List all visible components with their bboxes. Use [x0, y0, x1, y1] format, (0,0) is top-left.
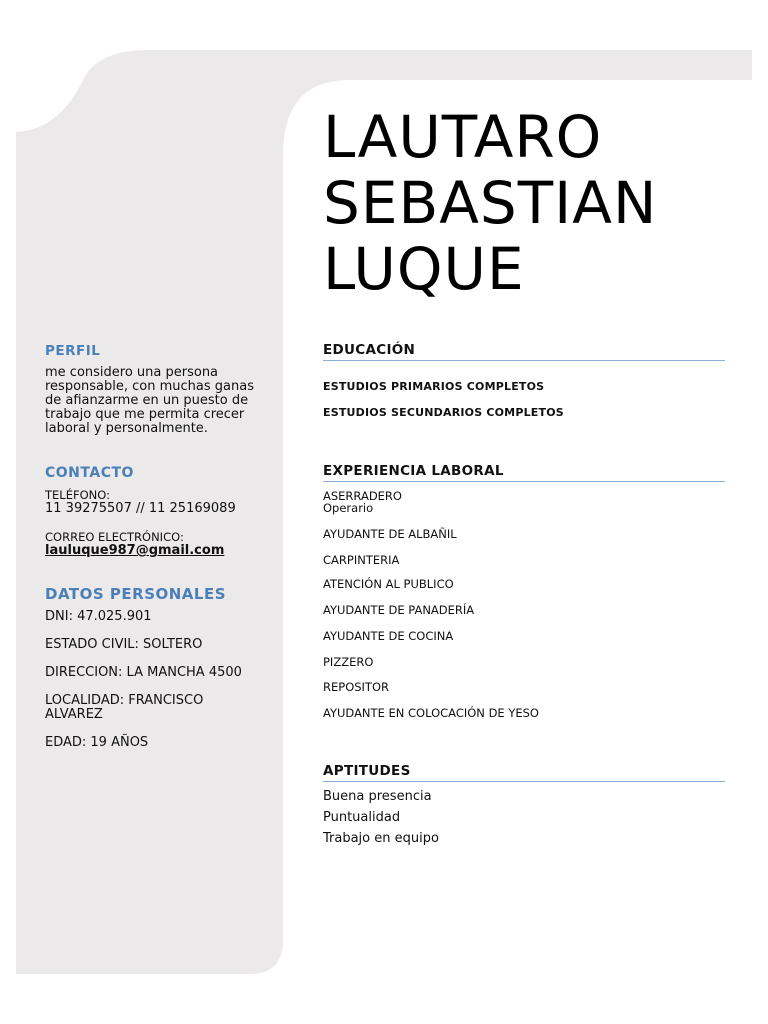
job-item: AYUDANTE DE PANADERÍA [323, 603, 475, 617]
educacion-item: ESTUDIOS PRIMARIOS COMPLETOS [323, 380, 545, 393]
job-subtitle: Operario [323, 501, 374, 515]
edad-field: EDAD: 19 AÑOS [45, 735, 149, 750]
perfil-line: laboral y personalmente. [45, 421, 208, 436]
name-line-3: LUQUE [323, 235, 525, 303]
perfil-line: de afianzarme en un puesto de [45, 393, 249, 408]
aptitude-item: Trabajo en equipo [323, 831, 439, 846]
job-item: PIZZERO [323, 655, 374, 669]
job-item: ATENCIÓN AL PUBLICO [323, 577, 454, 591]
contacto-heading: CONTACTO [45, 465, 134, 481]
job-item: AYUDANTE DE COCINA [323, 629, 454, 643]
perfil-line: trabajo que me permita crecer [45, 407, 245, 422]
estado-civil-field: ESTADO CIVIL: SOLTERO [45, 637, 203, 652]
localidad-field-cont: ALVAREZ [45, 707, 103, 722]
email-link[interactable]: lauluque987@gmail.com [45, 543, 225, 558]
phone-label: TELÉFONO: [45, 488, 110, 502]
job-item: AYUDANTE DE ALBAÑIL [323, 527, 457, 541]
job-item: REPOSITOR [323, 680, 390, 694]
direccion-field: DIRECCION: LA MANCHA 4500 [45, 665, 242, 680]
aptitude-item: Buena presencia [323, 789, 432, 804]
name-line-1: LAUTARO [323, 103, 603, 171]
aptitudes-section [323, 763, 725, 853]
dni-field: DNI: 47.025.901 [45, 609, 152, 624]
job-item: CARPINTERIA [323, 553, 400, 567]
datos-section [45, 585, 270, 750]
contacto-section [45, 465, 270, 558]
job-item: AYUDANTE EN COLOCACIÓN DE YESO [323, 706, 539, 720]
educacion-item: ESTUDIOS SECUNDARIOS COMPLETOS [323, 406, 564, 419]
educacion-heading: EDUCACIÓN [323, 342, 725, 361]
perfil-text [45, 366, 270, 436]
aptitude-item: Puntualidad [323, 810, 401, 825]
datos-heading: DATOS PERSONALES [45, 585, 227, 603]
experiencia-section [323, 463, 725, 733]
perfil-line: responsable, con muchas ganas [45, 379, 254, 394]
educacion-section [323, 342, 725, 419]
perfil-line: me considero una persona [45, 365, 219, 380]
candidate-name [323, 104, 657, 302]
name-line-2: SEBASTIAN [323, 169, 658, 237]
perfil-section [45, 343, 270, 436]
email-label: CORREO ELECTRÓNICO: [45, 530, 184, 544]
perfil-heading: PERFIL [45, 343, 101, 359]
experiencia-heading: EXPERIENCIA LABORAL [323, 463, 725, 482]
phone-value: 11 39275507 // 11 25169089 [45, 501, 236, 516]
localidad-field: LOCALIDAD: FRANCISCO [45, 693, 204, 708]
aptitudes-heading: APTITUDES [323, 763, 725, 782]
job-title: ASERRADERO [323, 489, 402, 503]
